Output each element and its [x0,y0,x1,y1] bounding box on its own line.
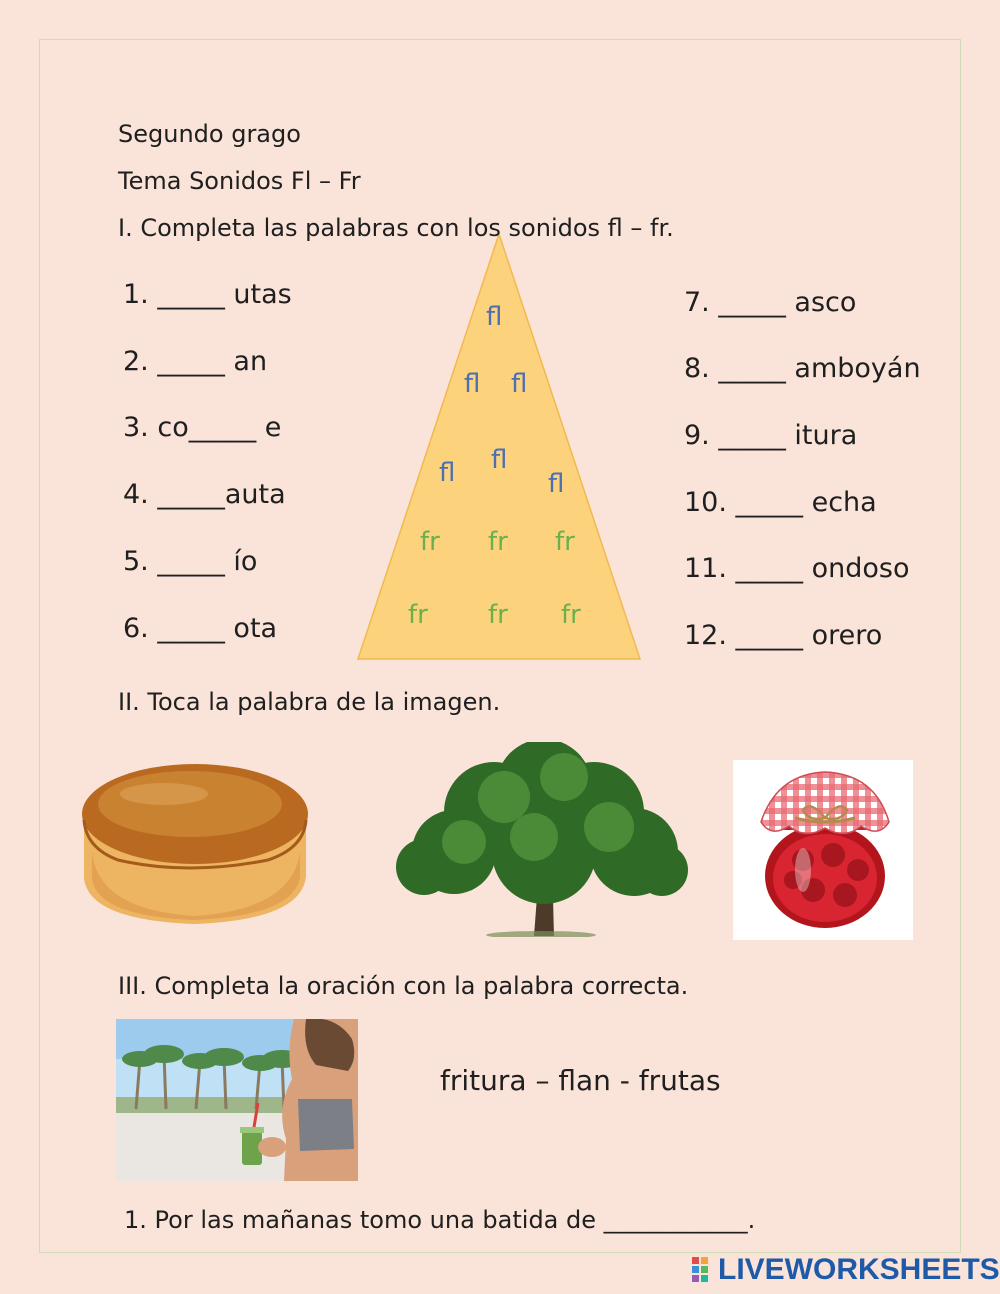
word-item-7[interactable]: 7. _____ asco [684,287,857,318]
word-item-8[interactable]: 8. _____ amboyán [684,353,921,384]
syllable-fl[interactable]: fl [486,302,503,332]
word-item-5[interactable]: 5. _____ ío [123,546,258,577]
syllable-fr[interactable]: fr [420,527,440,557]
liveworksheets-logo [692,1253,1000,1287]
word-item-11[interactable]: 11. _____ ondoso [684,553,910,584]
word-item-3[interactable]: 3. co_____ e [123,412,282,443]
liveworksheets-icon [692,1257,718,1283]
brand-name: LIVEWORKSHEETS [718,1253,1000,1286]
syllable-fr[interactable]: fr [555,527,575,557]
word-item-6[interactable]: 6. _____ ota [123,613,278,644]
word-item-12[interactable]: 12. _____ orero [684,620,883,651]
grade-label: Segundo grago [118,120,301,148]
sentence-1[interactable]: 1. Por las mañanas tomo una batida de ____________. [124,1206,756,1234]
jam-jar-image[interactable] [733,760,913,940]
word-item-4[interactable]: 4. _____auta [123,479,286,510]
section2-title: II. Toca la palabra de la imagen. [118,688,501,716]
syllable-fr[interactable]: fr [561,600,581,630]
syllable-fr[interactable]: fr [488,600,508,630]
word-item-10[interactable]: 10. _____ echa [684,487,877,518]
syllable-fl[interactable]: fl [439,458,456,488]
word-item-2[interactable]: 2. _____ an [123,346,268,377]
word-item-1[interactable]: 1. _____ utas [123,279,292,310]
topic-label: Tema Sonidos Fl – Fr [118,167,361,195]
syllable-fr[interactable]: fr [488,527,508,557]
section1-title: I. Completa las palabras con los sonidos fl – fr. [118,214,674,242]
syllable-fl[interactable]: fl [491,445,508,475]
syllable-fl[interactable]: fl [464,369,481,399]
syllable-fl[interactable]: fl [511,369,528,399]
word-item-9[interactable]: 9. _____ itura [684,420,858,451]
tree-image[interactable] [394,742,688,937]
section3-title: III. Completa la oración con la palabra correcta. [118,972,689,1000]
word-options: fritura – flan - frutas [440,1064,721,1097]
syllable-fl[interactable]: fl [548,469,565,499]
smoothie-photo[interactable] [116,1019,358,1181]
syllable-fr[interactable]: fr [408,600,428,630]
flan-image[interactable] [78,760,310,928]
